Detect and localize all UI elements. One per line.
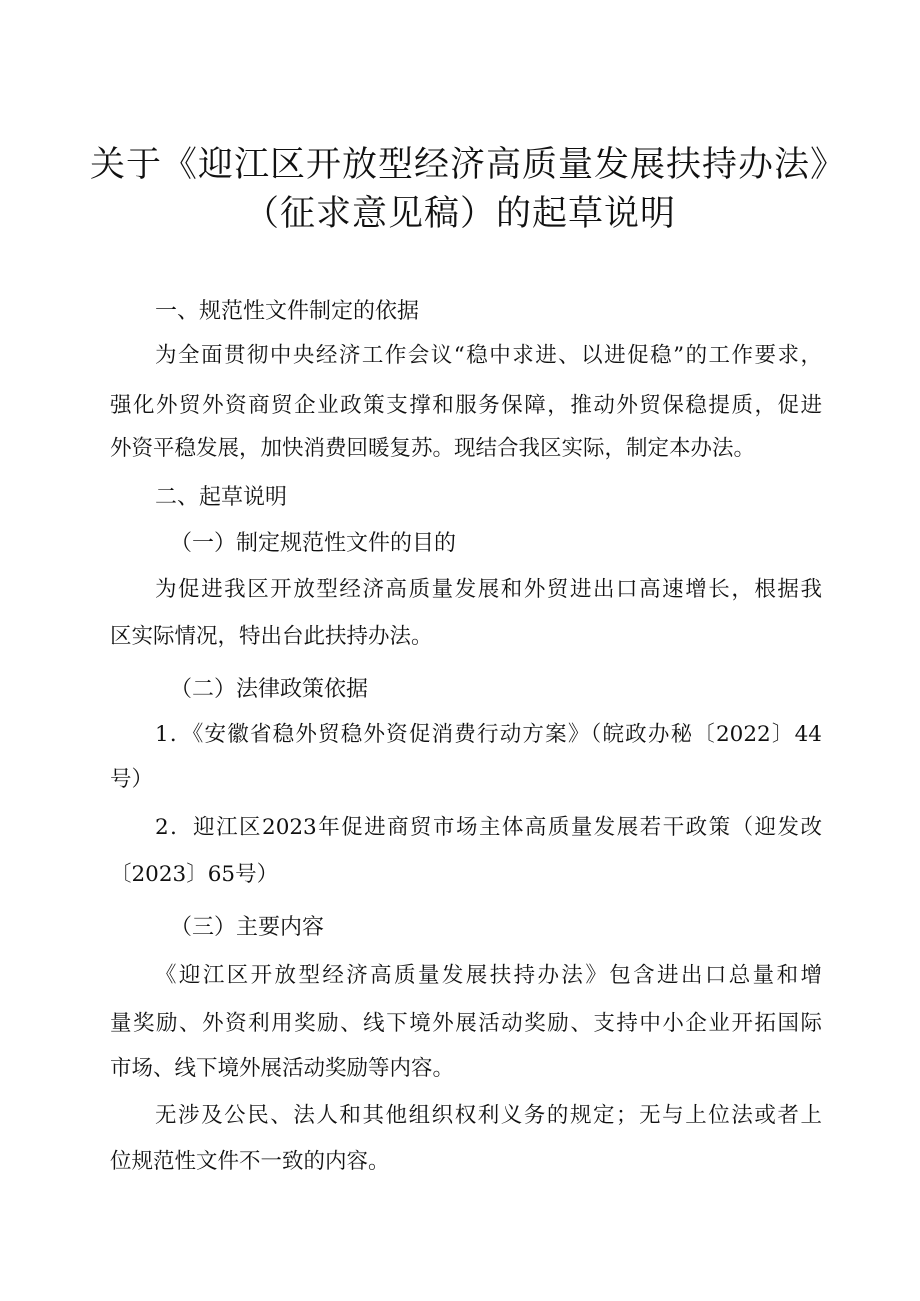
list-item-line: 号） [110, 767, 154, 792]
section-1-heading: 一、规范性文件制定的依据 [155, 299, 420, 324]
subsection-2-heading: （二）法律政策依据 [170, 677, 369, 702]
paragraph-line: 量奖励、外资利用奖励、线下境外展活动奖励、支持中小企业开拓国际 [110, 1011, 822, 1036]
document-title-line-2: （征求意见稿）的起草说明 [243, 194, 676, 234]
list-item-line: 1．《安徽省稳外贸稳外资促消费行动方案》（皖政办秘〔2022〕44 [155, 722, 822, 747]
paragraph-line: 强化外贸外资商贸企业政策支撑和服务保障，推动外贸保稳提质，促进 [110, 393, 822, 418]
subsection-3-heading: （三）主要内容 [170, 915, 325, 940]
paragraph-line: 为促进我区开放型经济高质量发展和外贸进出口高速增长，根据我 [155, 577, 822, 602]
subsection-1-heading: （一）制定规范性文件的目的 [170, 531, 457, 556]
paragraph-line: 无涉及公民、法人和其他组织权利义务的规定；无与上位法或者上 [155, 1103, 822, 1128]
list-item-line: 〔2023〕65号） [110, 862, 279, 887]
list-item-line: 2．迎江区2023年促进商贸市场主体高质量发展若干政策（迎发改 [155, 815, 822, 840]
section-2-heading: 二、起草说明 [155, 485, 288, 510]
paragraph-line: 外资平稳发展，加快消费回暖复苏。现结合我区实际，制定本办法。 [110, 436, 756, 461]
paragraph-line: 市场、线下境外展活动奖励等内容。 [110, 1056, 455, 1081]
paragraph-line: 《迎江区开放型经济高质量发展扶持办法》包含进出口总量和增 [155, 963, 822, 988]
paragraph-line: 位规范性文件不一致的内容。 [110, 1149, 390, 1174]
document-title-line-1: 关于《迎江区开放型经济高质量发展扶持办法》 [90, 145, 847, 185]
paragraph-line: 为全面贯彻中央经济工作会议“稳中求进、以进促稳”的工作要求， [155, 343, 822, 368]
paragraph-line: 区实际情况，特出台此扶持办法。 [110, 624, 433, 649]
